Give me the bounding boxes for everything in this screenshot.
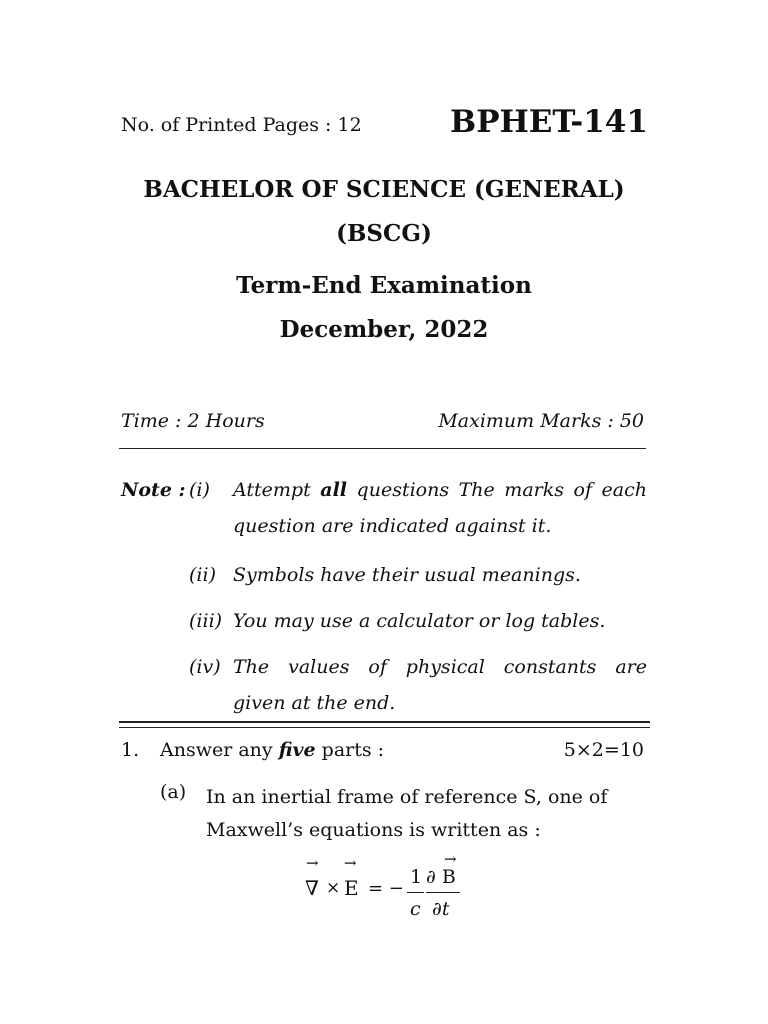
- divider: [119, 448, 646, 449]
- note-item-text: You may use a calculator or log tables.: [233, 610, 606, 632]
- vector-arrow: →: [444, 850, 457, 868]
- fraction-bar: [426, 892, 460, 893]
- maxwell-equation: [300, 850, 500, 926]
- question-marks: 5×2=10: [563, 739, 644, 761]
- part-text: In an inertial frame of reference S, one of Maxwell’s equations is written as :: [206, 786, 608, 841]
- note-item-text-continued: question are indicated against it.: [233, 515, 552, 537]
- note-item-text: Attempt all questions The marks of each: [233, 479, 647, 501]
- exam-title: Term-End Examination: [236, 272, 532, 299]
- printed-pages: No. of Printed Pages : 12: [121, 114, 362, 136]
- note-item-number: (i): [189, 479, 210, 501]
- note-item-text: Symbols have their usual meanings.: [233, 564, 581, 586]
- part-label: (a): [160, 781, 187, 803]
- exam-session: December, 2022: [279, 316, 489, 343]
- programme-title: BACHELOR OF SCIENCE (GENERAL): [143, 176, 625, 203]
- fraction-denominator: ∂t: [432, 898, 450, 920]
- exam-time: Time : 2 Hours: [121, 410, 265, 432]
- question-text: Answer any five parts :: [160, 739, 385, 761]
- electric-field: E: [344, 876, 359, 900]
- double-divider-bottom: [119, 727, 650, 728]
- note-item-number: (iii): [189, 610, 223, 632]
- note-item-number: (ii): [189, 564, 216, 586]
- paper-code: BPHET-141: [450, 104, 648, 140]
- fraction-numerator: ∂ B: [426, 866, 456, 888]
- question-number: 1.: [121, 739, 140, 761]
- equals-sign: = −: [368, 878, 404, 899]
- note-item-text-continued: given at the end.: [233, 692, 396, 714]
- nabla-symbol: ∇: [305, 876, 319, 900]
- fraction-numerator: 1: [410, 866, 423, 888]
- note-item-number: (iv): [189, 656, 221, 678]
- max-marks: Maximum Marks : 50: [438, 410, 644, 432]
- vector-arrow: →: [306, 854, 319, 872]
- note-label: Note :: [121, 479, 186, 501]
- fraction-denominator: c: [410, 898, 421, 920]
- programme-code: (BSCG): [336, 220, 432, 247]
- note-item-text: The values of physical constants are: [233, 656, 647, 678]
- vector-arrow: →: [344, 854, 357, 872]
- cross-symbol: ×: [326, 878, 341, 898]
- double-divider-top: [119, 721, 650, 723]
- fraction-bar: [407, 892, 424, 893]
